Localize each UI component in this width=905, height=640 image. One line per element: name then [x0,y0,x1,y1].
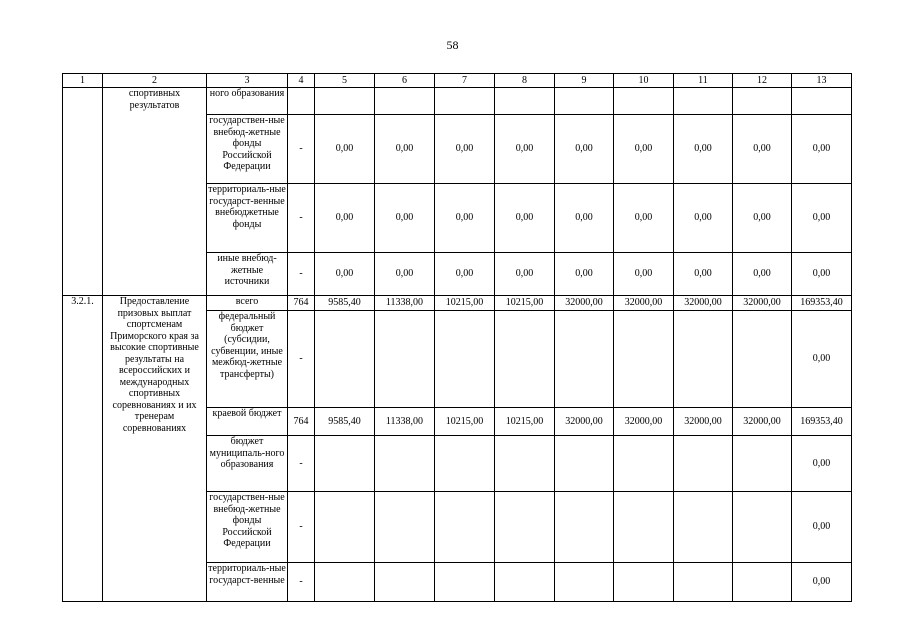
value-cell: 0,00 [792,492,852,563]
value-cell [495,436,555,492]
value-cell: 9585,40 [315,296,375,311]
value-cell: 0,00 [435,253,495,296]
value-cell [495,311,555,408]
value-cell [375,436,435,492]
column-header-1: 1 [63,74,103,88]
value-cell: 0,00 [792,563,852,602]
funding-source-cell: всего [207,296,288,311]
value-cell [435,563,495,602]
column-header-9: 9 [555,74,614,88]
value-cell: 0,00 [792,115,852,184]
value-cell [315,311,375,408]
value-cell [315,436,375,492]
value-cell: 9585,40 [315,408,375,436]
value-cell: 0,00 [315,115,375,184]
value-cell: 10215,00 [495,408,555,436]
value-cell [315,492,375,563]
funding-source-cell: федеральный бюджет (субсидии, субвенции, иные межбюд-жетные трансферты) [207,311,288,408]
value-cell [495,492,555,563]
value-cell [555,88,614,115]
funding-source-cell: территориаль-ные государст-венные [207,563,288,602]
value-cell [733,311,792,408]
value-cell: 0,00 [733,115,792,184]
value-cell: 0,00 [792,184,852,253]
value-cell: 32000,00 [733,296,792,311]
activity-cell: Предоставление призовых выплат спортсменам Приморского края за высокие спортивные результаты на всероссийских и международных спортивных соревнованиях и их тренерам соревнованиях [103,296,207,602]
column-header-5: 5 [315,74,375,88]
value-cell [495,88,555,115]
value-cell [674,311,733,408]
code-cell: - [288,253,315,296]
value-cell [495,563,555,602]
column-header-13: 13 [792,74,852,88]
value-cell: 0,00 [375,253,435,296]
value-cell: 0,00 [614,115,674,184]
column-header-3: 3 [207,74,288,88]
value-cell [435,311,495,408]
column-header-11: 11 [674,74,733,88]
table-row [63,88,852,115]
funding-source-cell: территориаль-ные государст-венные внебюджетные фонды [207,184,288,253]
value-cell [733,88,792,115]
activity-cell: спортивных результатов [103,88,207,296]
column-header-2: 2 [103,74,207,88]
column-header-12: 12 [733,74,792,88]
code-cell [288,88,315,115]
value-cell: 11338,00 [375,408,435,436]
value-cell [733,436,792,492]
value-cell: 32000,00 [614,296,674,311]
value-cell [792,88,852,115]
value-cell [555,563,614,602]
value-cell: 0,00 [733,184,792,253]
value-cell [614,436,674,492]
value-cell: 0,00 [792,253,852,296]
value-cell: 10215,00 [435,296,495,311]
value-cell [435,492,495,563]
value-cell [315,88,375,115]
item-number-cell: 3.2.1. [63,296,103,602]
value-cell: 0,00 [495,184,555,253]
value-cell [674,436,733,492]
table-body [63,74,852,602]
value-cell [614,88,674,115]
value-cell: 32000,00 [674,408,733,436]
item-number-cell [63,88,103,296]
value-cell [375,563,435,602]
value-cell: 0,00 [792,311,852,408]
value-cell: 0,00 [315,253,375,296]
value-cell: 0,00 [495,253,555,296]
column-header-6: 6 [375,74,435,88]
value-cell: 0,00 [495,115,555,184]
funding-source-cell: ного образования [207,88,288,115]
funding-source-cell: иные внебюд-жетные источники [207,253,288,296]
header-row [63,74,852,88]
value-cell [733,563,792,602]
value-cell: 0,00 [375,184,435,253]
budget-table [62,73,852,602]
value-cell: 0,00 [792,436,852,492]
value-cell [674,88,733,115]
value-cell: 32000,00 [733,408,792,436]
value-cell: 32000,00 [555,296,614,311]
value-cell: 10215,00 [495,296,555,311]
value-cell: 0,00 [674,184,733,253]
value-cell [435,88,495,115]
value-cell: 11338,00 [375,296,435,311]
value-cell [375,311,435,408]
value-cell: 32000,00 [674,296,733,311]
column-header-8: 8 [495,74,555,88]
code-cell: - [288,563,315,602]
value-cell [555,436,614,492]
value-cell [315,563,375,602]
value-cell: 0,00 [315,184,375,253]
code-cell: - [288,492,315,563]
value-cell: 0,00 [555,184,614,253]
value-cell: 0,00 [733,253,792,296]
value-cell [674,492,733,563]
value-cell [614,311,674,408]
value-cell [555,492,614,563]
column-header-10: 10 [614,74,674,88]
funding-source-cell: государствен-ные внебюд-жетные фонды Российской Федерации [207,115,288,184]
value-cell: 169353,40 [792,296,852,311]
code-cell: - [288,115,315,184]
code-cell: - [288,184,315,253]
value-cell: 169353,40 [792,408,852,436]
value-cell: 0,00 [674,253,733,296]
column-header-4: 4 [288,74,315,88]
value-cell [614,563,674,602]
value-cell [555,311,614,408]
value-cell: 32000,00 [614,408,674,436]
funding-source-cell: бюджет муниципаль-ного образования [207,436,288,492]
value-cell: 0,00 [674,115,733,184]
value-cell: 0,00 [375,115,435,184]
value-cell [435,436,495,492]
code-cell: 764 [288,408,315,436]
value-cell: 0,00 [555,115,614,184]
value-cell [614,492,674,563]
column-header-7: 7 [435,74,495,88]
value-cell [375,88,435,115]
code-cell: 764 [288,296,315,311]
value-cell [674,563,733,602]
value-cell [375,492,435,563]
code-cell: - [288,436,315,492]
value-cell: 0,00 [614,253,674,296]
value-cell: 0,00 [435,184,495,253]
page-number: 58 [446,38,459,52]
value-cell: 0,00 [555,253,614,296]
table-row [63,296,852,311]
funding-source-cell: государствен-ные внебюд-жетные фонды Российской Федерации [207,492,288,563]
value-cell: 0,00 [614,184,674,253]
value-cell: 10215,00 [435,408,495,436]
code-cell: - [288,311,315,408]
funding-source-cell: краевой бюджет [207,408,288,436]
value-cell [733,492,792,563]
value-cell: 32000,00 [555,408,614,436]
value-cell: 0,00 [435,115,495,184]
